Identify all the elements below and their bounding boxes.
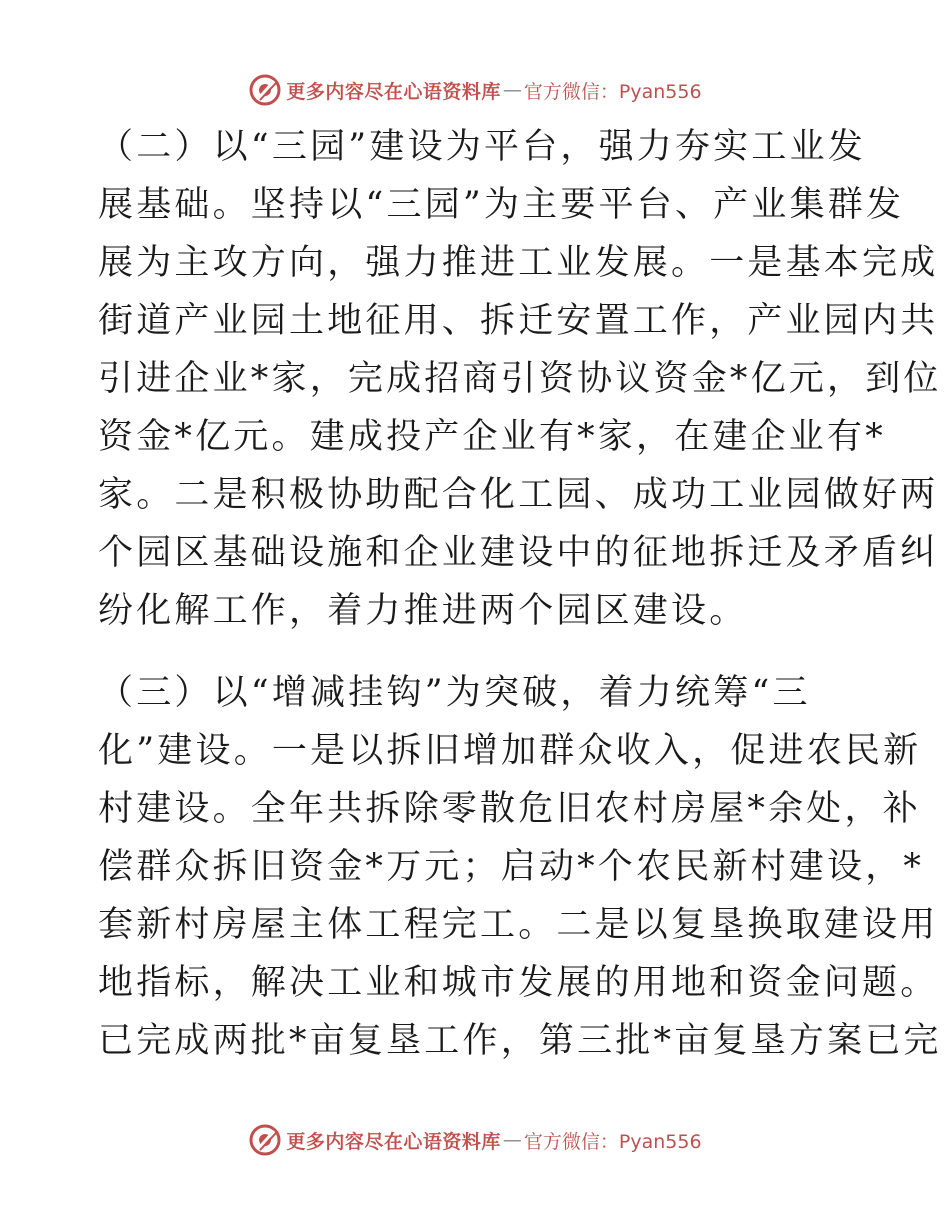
text-line: 已完成两批*亩复垦工作，第三批*亩复垦方案已完 <box>98 1021 942 1061</box>
header-banner <box>0 70 950 110</box>
paragraph-3 <box>98 664 942 1070</box>
header-separator: — <box>502 79 522 101</box>
text-line: 街道产业园土地征用、拆迁安置工作，产业园内共 <box>98 301 939 341</box>
footer-promo-text: 更多内容尽在心语资料库 <box>286 1130 501 1153</box>
text-line: 偿群众拆旧资金*万元；启动*个农民新村建设，* <box>98 847 925 887</box>
text-line: 引进企业*家，完成招商引资协议资金*亿元，到位 <box>98 359 942 399</box>
document-body <box>98 118 942 1070</box>
footer-separator: — <box>502 1129 522 1151</box>
footer-wechat-text: 官方微信：Pyan556 <box>523 1130 702 1153</box>
header-wechat-text: 官方微信：Pyan556 <box>523 80 702 103</box>
text-line: 纷化解工作，着力推进两个园区建设。 <box>98 591 748 631</box>
text-line: 展基础。坚持以“三园”为主要平台、产业集群发 <box>98 185 905 225</box>
text-line: 展为主攻方向，强力推进工业发展。一是基本完成 <box>98 243 939 283</box>
text-line: 地指标，解决工业和城市发展的用地和资金问题。 <box>98 963 939 1003</box>
text-line: 套新村房屋主体工程完工。二是以复垦换取建设用 <box>98 905 939 945</box>
footer-banner <box>0 1120 950 1160</box>
header-promo-text: 更多内容尽在心语资料库 <box>286 80 501 103</box>
brand-logo-icon <box>248 1123 282 1157</box>
text-line: 个园区基础设施和企业建设中的征地拆迁及矛盾纠 <box>98 533 939 573</box>
text-line: （二）以“三园”建设为平台，强力夯实工业发 <box>98 127 866 167</box>
text-line: 化”建设。一是以拆旧增加群众收入，促进农民新 <box>98 731 922 771</box>
text-line: 村建设。全年共拆除零散危旧农村房屋*余处，补 <box>98 789 921 829</box>
text-line: （三）以“增减挂钩”为突破，着力统筹“三 <box>98 673 811 713</box>
text-line: 家。二是积极协助配合化工园、成功工业园做好两 <box>98 475 939 515</box>
brand-logo-icon <box>248 73 282 107</box>
paragraph-2 <box>98 118 942 640</box>
text-line: 资金*亿元。建成投产企业有*家，在建企业有* <box>98 417 886 457</box>
